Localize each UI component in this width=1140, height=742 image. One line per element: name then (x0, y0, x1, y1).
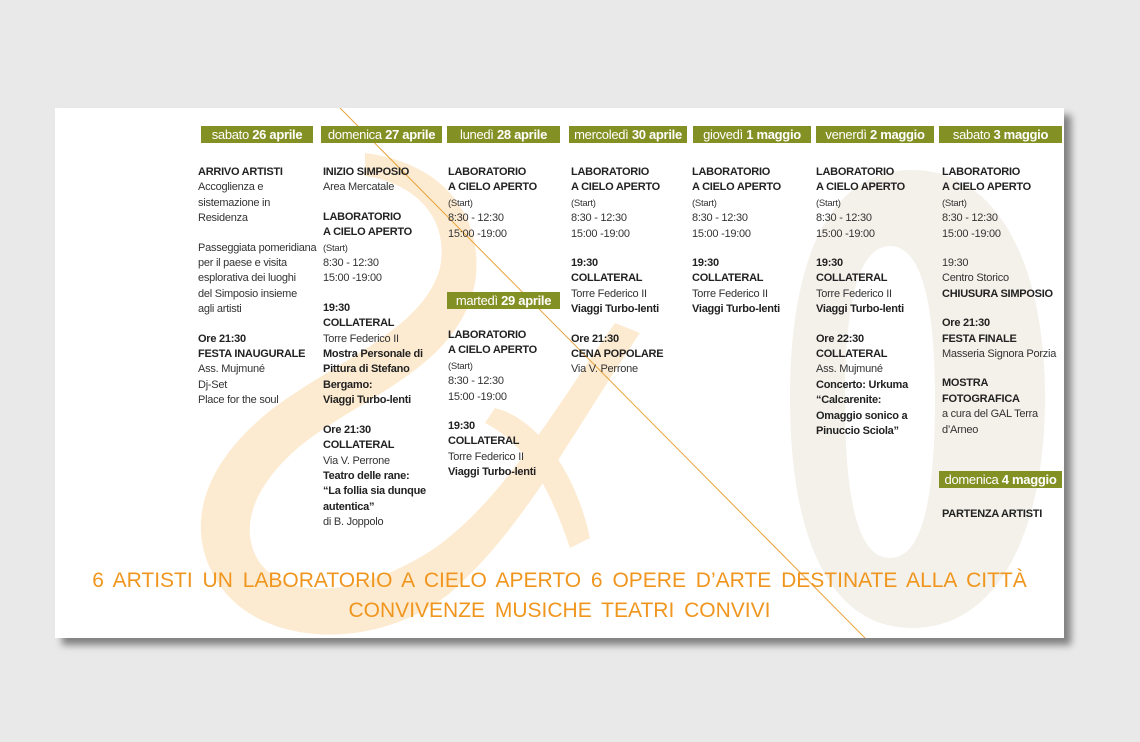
event-detail: 8:30 - 12:30 15:00 -19:00 (448, 375, 507, 403)
event-title: Ore 21:30 COLLATERAL (323, 423, 395, 452)
day-header (939, 126, 1062, 143)
day-weekday: martedì (455, 293, 502, 308)
event-title: Ore 22:30 COLLATERAL (816, 332, 888, 361)
event-detail: 8:30 - 12:30 15:00 -19:00 (323, 257, 382, 285)
day-header (447, 292, 560, 309)
event-title: 19:30 COLLATERAL (571, 257, 643, 285)
day-header (693, 126, 811, 143)
day-weekday: venerdì (825, 127, 870, 142)
event-detail: Via V. Perrone (571, 363, 638, 376)
day-header (569, 126, 687, 143)
event-detail: (Start) (942, 197, 967, 209)
event-detail: 19:30 Centro Storico (942, 257, 1009, 285)
event-detail: (Start) (816, 197, 841, 209)
spacer (323, 287, 448, 301)
event-title: PARTENZA ARTISTI (942, 508, 1043, 520)
day-date: 28 aprile (496, 127, 547, 142)
event-title: LABORATORIO A CIELO APERTO (816, 166, 905, 194)
event-title: Ore 21:30 (198, 332, 246, 345)
event-title: Viaggi Turbo-lenti (448, 466, 536, 479)
day-weekday: lunedì (460, 127, 497, 142)
day-date: 27 aprile (385, 127, 436, 142)
day-weekday: sabato (211, 127, 253, 142)
event-title: Ore 21:30 FESTA FINALE (942, 317, 1017, 345)
green-band (55, 108, 170, 638)
event-detail: Passeggiata pomeridiana per il paese e visita esplorativa dei luoghi del Simposio insieme agli artisti (198, 241, 317, 316)
day-date: 26 aprile (252, 127, 303, 142)
event-title: LABORATORIO A CIELO APERTO (571, 166, 660, 194)
day-header (447, 126, 560, 143)
program-card (55, 108, 1064, 638)
spacer (323, 409, 448, 423)
spacer (198, 318, 318, 332)
event-detail: Area Mercatale (323, 181, 395, 194)
event-title: LABORATORIO A CIELO APERTO (448, 329, 537, 357)
event-title: 19:30 COLLATERAL (323, 301, 395, 330)
event-detail: di B. Joppolo (323, 516, 384, 529)
day-schedule (448, 165, 568, 242)
day-schedule (816, 165, 936, 440)
event-title: MOSTRA FOTOGRAFICA (942, 377, 1020, 405)
event-title: Mostra Personale di Pittura di Stefano Bergamo: Viaggi Turbo-lenti (323, 348, 423, 407)
spacer (692, 242, 812, 256)
event-title: Viaggi Turbo-lenti (692, 303, 780, 316)
day-header (816, 126, 934, 143)
event-detail: Torre Federico II (571, 287, 647, 300)
event-detail: Accoglienza e sistemazione in Residenza (198, 181, 271, 225)
event-title: ARRIVO ARTISTI (198, 166, 283, 178)
event-title: Viaggi Turbo-lenti (571, 303, 659, 316)
spacer (448, 405, 568, 419)
event-title: LABORATORIO A CIELO APERTO (448, 166, 537, 194)
day-header (321, 126, 442, 143)
event-detail: Torre Federico II (323, 332, 399, 345)
event-detail: 8:30 - 12:30 15:00 -19:00 (816, 212, 875, 240)
day-weekday: giovedì (703, 127, 747, 142)
event-detail: 8:30 - 12:30 15:00 -19:00 (692, 212, 751, 240)
tagline-line-2: CONVIVENZE MUSICHE TEATRI CONVIVI (348, 599, 771, 622)
event-title: Viaggi Turbo-lenti (816, 303, 904, 316)
event-detail: Torre Federico II (692, 287, 768, 300)
event-detail: (Start) (448, 360, 473, 372)
day-date: 4 maggio (1001, 472, 1057, 487)
event-detail: Torre Federico II (448, 450, 524, 463)
event-title: CHIUSURA SIMPOSIO (942, 287, 1053, 300)
day-schedule (942, 507, 1062, 522)
event-title: Concerto: Urkuma “Calcarenite: Omaggio sonico a Pinuccio Sciola” (816, 378, 908, 438)
day-date: 1 maggio (746, 127, 801, 142)
day-date: 2 maggio (869, 127, 925, 142)
event-title: LABORATORIO A CIELO APERTO (692, 166, 781, 194)
spacer (942, 242, 1062, 256)
day-schedule (323, 165, 448, 531)
event-detail: (Start) (692, 197, 717, 209)
event-detail: Ass. Mujmuné Dj-Set Place for the soul (198, 363, 279, 407)
day-weekday: sabato (952, 127, 994, 142)
event-detail: Via V. Perrone (323, 454, 390, 467)
event-title: LABORATORIO A CIELO APERTO (942, 166, 1031, 194)
event-detail: 8:30 - 12:30 15:00 -19:00 (571, 212, 630, 240)
day-weekday: domenica (327, 127, 386, 142)
event-detail: Torre Federico II (816, 287, 892, 300)
spacer (816, 318, 936, 332)
spacer (571, 318, 691, 332)
day-schedule (198, 165, 318, 409)
event-title: 19:30 COLLATERAL (816, 257, 888, 285)
event-detail: 8:30 - 12:30 15:00 -19:00 (942, 212, 1001, 240)
event-title: Teatro delle rane: “La follia sia dunque autentica” (323, 469, 426, 513)
day-weekday: domenica (944, 472, 1002, 487)
spacer (198, 227, 318, 241)
day-weekday: mercoledì (574, 127, 632, 142)
event-title: 19:30 COLLATERAL (448, 420, 520, 448)
spacer (571, 242, 691, 256)
event-detail: (Start) (448, 197, 473, 209)
event-detail: (Start) (323, 242, 348, 254)
event-detail: a cura del GAL Terra d’Arneo (942, 408, 1038, 436)
event-detail: Ass. Mujmuné (816, 363, 883, 376)
tagline-line-1: 6 ARTISTI UN LABORATORIO A CIELO APERTO 6 OPERE D’ARTE DESTINATE ALLA CITTÀ (92, 569, 1027, 592)
spacer (942, 302, 1062, 316)
spacer (323, 196, 448, 210)
event-detail: (Start) (571, 197, 596, 209)
event-title: FESTA INAUGURALE (198, 348, 306, 361)
event-detail: Masseria Signora Porzia (942, 348, 1057, 361)
day-schedule (571, 165, 691, 378)
event-title: 19:30 COLLATERAL (692, 257, 764, 285)
day-header (201, 126, 313, 143)
day-schedule (692, 165, 812, 318)
day-date: 3 maggio (993, 127, 1049, 142)
spacer (816, 242, 936, 256)
day-date: 30 aprile (631, 127, 682, 142)
spacer (942, 362, 1062, 376)
event-title: Ore 21:30 CENA POPOLARE (571, 332, 664, 361)
event-detail: 8:30 - 12:30 15:00 -19:00 (448, 212, 507, 240)
event-title: LABORATORIO A CIELO APERTO (323, 210, 412, 239)
day-schedule (448, 328, 568, 481)
day-date: 29 aprile (501, 293, 552, 308)
day-header (939, 471, 1062, 488)
day-schedule (942, 165, 1062, 438)
event-title: INIZIO SIMPOSIO (323, 166, 410, 178)
